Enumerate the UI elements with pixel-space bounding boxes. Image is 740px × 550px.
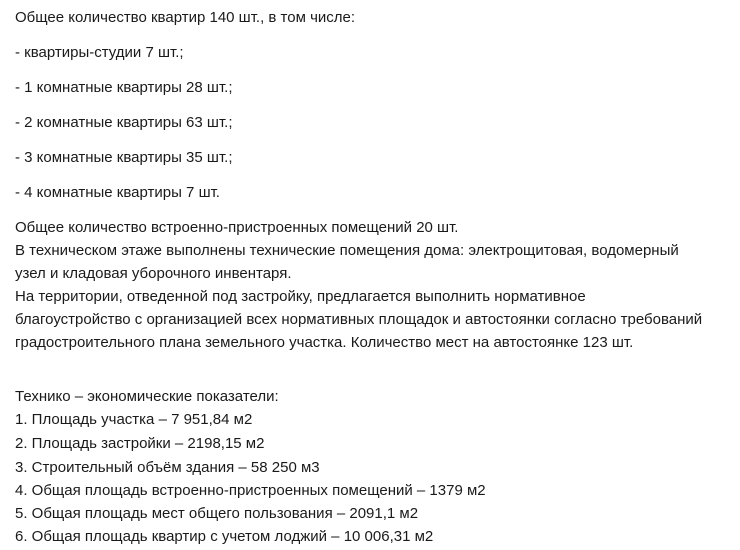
- apartments-total-text: Общее количество квартир 140 шт., в том числе:: [15, 9, 356, 26]
- paragraph-line: Общее количество встроенно-пристроенных помещений 20 шт.: [15, 219, 459, 236]
- paragraph-line: На территории, отведенной под застройку, предлагается выполнить нормативное: [15, 288, 586, 305]
- apartment-list-item: - 2 комнатные квартиры 63 шт.;: [15, 114, 233, 131]
- apartment-list-item: - квартиры-студии 7 шт.;: [15, 44, 184, 61]
- paragraph-line: узел и кладовая уборочного инвентаря.: [15, 265, 292, 282]
- paragraph-line: градостроительного плана земельного участка. Количество мест на автостоянке 123 шт.: [15, 334, 634, 351]
- tep-item: 2. Площадь застройки – 2198,15 м2: [15, 435, 265, 452]
- tep-item: 3. Строительный объём здания – 58 250 м3: [15, 459, 320, 476]
- tep-item: 6. Общая площадь квартир с учетом лоджий – 10 006,31 м2: [15, 528, 434, 545]
- tep-item: 5. Общая площадь мест общего пользования – 2091,1 м2: [15, 505, 419, 522]
- paragraph-line: В техническом этаже выполнены технические помещения дома: электрощитовая, водомерный: [15, 242, 679, 259]
- apartment-list-item: - 4 комнатные квартиры 7 шт.: [15, 184, 220, 201]
- apartment-list-item: - 1 комнатные квартиры 28 шт.;: [15, 79, 233, 96]
- tep-item: 4. Общая площадь встроенно-пристроенных помещений – 1379 м2: [15, 482, 486, 499]
- apartment-list-item: - 3 комнатные квартиры 35 шт.;: [15, 149, 233, 166]
- tep-item: 1. Площадь участка – 7 951,84 м2: [15, 411, 253, 428]
- tep-title: Технико – экономические показатели:: [15, 388, 279, 405]
- paragraph-line: благоустройство с организацией всех нормативных площадок и автостоянки согласно требований: [15, 311, 703, 328]
